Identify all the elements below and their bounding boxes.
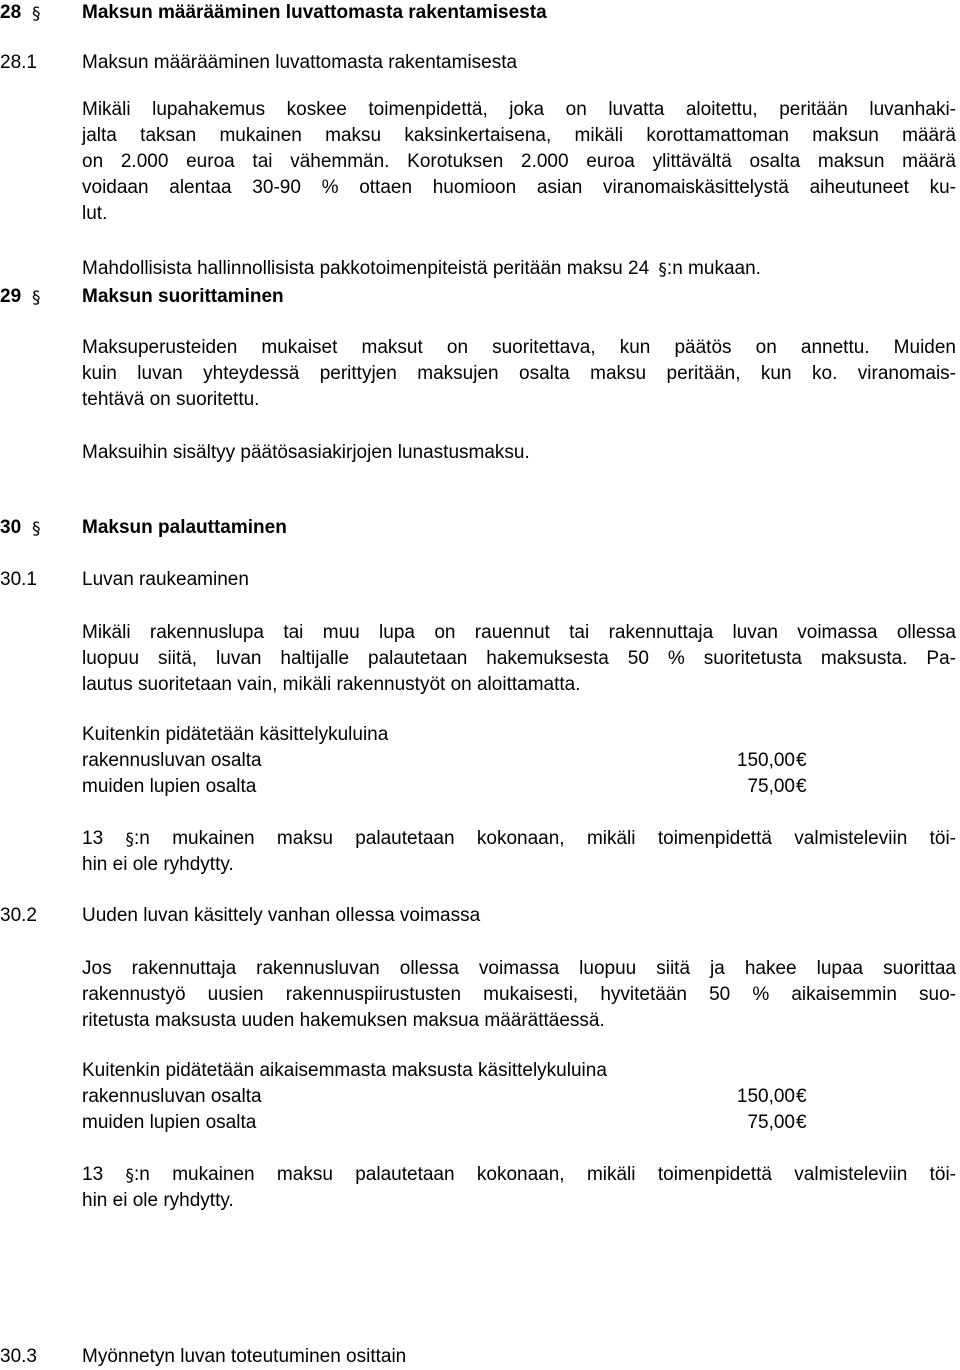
- fee-label: muiden lupien osalta: [82, 776, 257, 797]
- section-symbol-icon: §: [658, 260, 667, 280]
- paragraph-29-payment: [82, 335, 956, 413]
- paragraph-text: Mahdollisista hallinnollisista pakkotoimenpiteistä peritään maksu 24: [82, 258, 650, 279]
- fee-amount: 150,00: [736, 750, 795, 771]
- section-number: 28: [0, 2, 22, 23]
- fee-amount: 75,00: [747, 1112, 795, 1133]
- paragraph-line: kuin luvan yhteydessä perittyjen maksujen osalta maksu peritään, kun ko. viranomais-: [82, 363, 956, 384]
- paragraph-30-1-refund: [82, 826, 956, 878]
- fee-heading: Kuitenkin pidätetään käsittelykuluina: [82, 724, 389, 745]
- euro-icon: €: [796, 750, 807, 771]
- fee-label: rakennusluvan osalta: [82, 750, 262, 771]
- section-symbol-icon: §: [125, 830, 134, 850]
- euro-icon: €: [796, 1086, 807, 1107]
- paragraph-line: Mikäli lupahakemus koskee toimenpidettä, joka on luvatta aloitettu, peritään luvanhaki-: [82, 99, 956, 120]
- paragraph-line: [82, 826, 956, 852]
- paragraph-line: ritetusta maksusta uuden hakemuksen maksua määrättäessä.: [82, 1010, 605, 1031]
- subsection-title: Luvan raukeaminen: [82, 569, 249, 590]
- paragraph-28-penalties: [82, 256, 761, 282]
- fee-amount: 150,00: [736, 1086, 795, 1107]
- fee-amount: 75,00: [747, 776, 795, 797]
- paragraph-text: :n mukainen maksu palautetaan kokonaan, mikäli toimenpidettä valmisteleviin töi-: [134, 828, 957, 849]
- section-symbol-icon: §: [32, 4, 41, 24]
- paragraph-line: [82, 1162, 956, 1188]
- section-number: 29: [0, 286, 22, 307]
- paragraph-line: jalta taksan mukainen maksu kaksinkertaisena, mikäli korottamattoman maksun määrä: [82, 125, 956, 146]
- paragraph-30-1-expiry: [82, 620, 956, 698]
- paragraph-line: hin ei ole ryhdytty.: [82, 1190, 234, 1211]
- section-symbol-icon: §: [32, 519, 41, 539]
- paragraph-line: Mikäli rakennuslupa tai muu lupa on rauennut tai rakennuttaja luvan voimassa ollessa: [82, 622, 956, 643]
- paragraph-line: lut.: [82, 203, 108, 224]
- section-title: Maksun määrääminen luvattomasta rakentamisesta: [82, 2, 547, 23]
- paragraph-30-2-refund: [82, 1162, 956, 1214]
- section-symbol-icon: §: [32, 288, 41, 308]
- euro-icon: €: [796, 776, 807, 797]
- section-reference: 13: [82, 1164, 104, 1185]
- subsection-title: Maksun määrääminen luvattomasta rakentamisesta: [82, 52, 518, 73]
- paragraph-28-1: [82, 97, 956, 227]
- fee-label: muiden lupien osalta: [82, 1112, 257, 1133]
- paragraph-line: tehtävä on suoritettu.: [82, 389, 260, 410]
- fee-label: rakennusluvan osalta: [82, 1086, 262, 1107]
- paragraph-line: hin ei ole ryhdytty.: [82, 854, 234, 875]
- euro-icon: €: [796, 1112, 807, 1133]
- paragraph-29-redemption: Maksuihin sisältyy päätösasiakirjojen lunastusmaksu.: [82, 442, 530, 463]
- paragraph-line: lautus suoritetaan vain, mikäli rakennustyöt on aloittamatta.: [82, 674, 581, 695]
- section-reference: 13: [82, 828, 104, 849]
- section-title: Maksun suorittaminen: [82, 286, 284, 307]
- section-number: 30: [0, 517, 22, 538]
- subsection-number: 30.2: [0, 905, 37, 926]
- section-symbol-icon: §: [125, 1166, 134, 1186]
- paragraph-line: rakennustyö uusien rakennuspiirustusten mukaisesti, hyvitetään 50 % aikaisemmin suo-: [82, 984, 956, 1005]
- paragraph-line: on 2.000 euroa tai vähemmän. Korotuksen 2.000 euroa ylittävältä osalta maksun määrä: [82, 151, 956, 172]
- subsection-title: Uuden luvan käsittely vanhan ollessa voimassa: [82, 905, 481, 926]
- paragraph-text: :n mukaan.: [666, 258, 761, 279]
- paragraph-line: Maksuperusteiden mukaiset maksut on suoritettava, kun päätös on annettu. Muiden: [82, 337, 956, 358]
- paragraph-line: luopuu siitä, luvan haltijalle palautetaan hakemuksesta 50 % suoritetusta maksusta. Pa-: [82, 648, 956, 669]
- subsection-number: 30.1: [0, 569, 37, 590]
- paragraph-30-2-new-permit: [82, 956, 956, 1034]
- paragraph-text: :n mukainen maksu palautetaan kokonaan, mikäli toimenpidettä valmisteleviin töi-: [134, 1164, 957, 1185]
- subsection-title: Myönnetyn luvan toteutuminen osittain: [82, 1346, 407, 1367]
- paragraph-line: Jos rakennuttaja rakennusluvan ollessa voimassa luopuu siitä ja hakee lupaa suorittaa: [82, 958, 956, 979]
- section-title: Maksun palauttaminen: [82, 517, 287, 538]
- subsection-number: 30.3: [0, 1346, 37, 1367]
- fee-heading: Kuitenkin pidätetään aikaisemmasta maksusta käsittelykuluina: [82, 1060, 607, 1081]
- subsection-number: 28.1: [0, 52, 37, 73]
- paragraph-line: voidaan alentaa 30-90 % ottaen huomioon asian viranomaiskäsittelystä aiheutuneet ku-: [82, 177, 956, 198]
